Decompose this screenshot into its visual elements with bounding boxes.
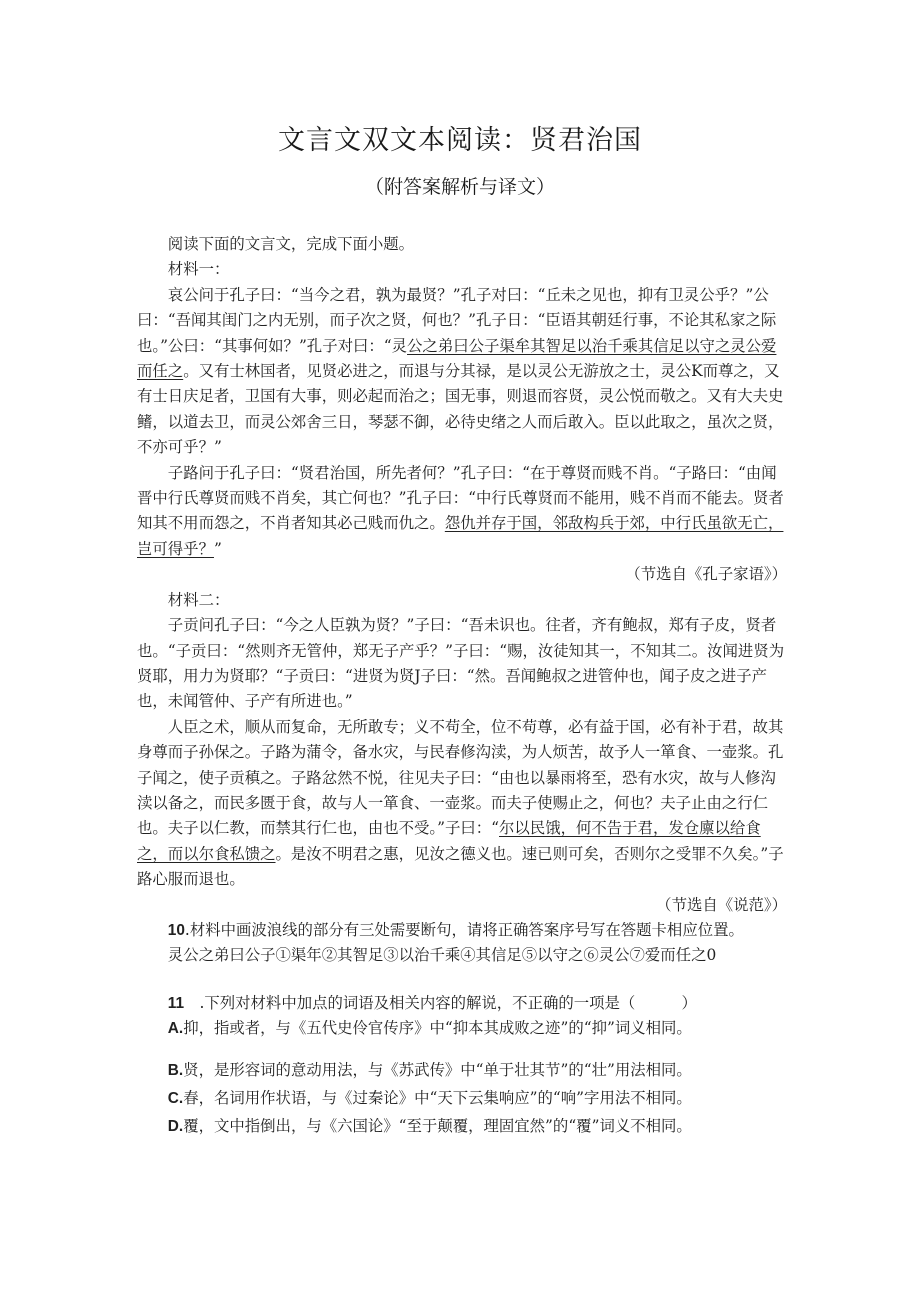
text-segment: 。又有士林国者，见贤必进之，而退与分其禄，是以灵公无游放之士，灵公K而尊之，又有士日庆足者，卫国有大事，则必起而治之；国无事，则退而容贤，灵公悦而敬之。又有大夫史鳍，以道去卫，而灵公郊舍三日，琴瑟不御，必待史绪之人而后敢入。臣以此取之，虽次之贤，不亦可乎？” (137, 362, 784, 457)
question-number: 11 (167, 994, 185, 1012)
option-letter: B. (167, 1061, 184, 1079)
question-10-sentence: 灵公之弟曰公子①渠年②其智足③以治千乘④其信足⑤以守之⑥灵公⑦爱而任之0 (167, 946, 717, 965)
option-text: 贤，是形容词的意动用法，与《苏武传》中“单于壮其节”的“壮”用法相同。 (183, 1060, 692, 1079)
material2-paragraph-1: 子贡问孔子曰：“今之人臣孰为贤？”子曰：“吾未识也。往者，齐有鲍叔，郑有子皮，贤者也。“子贡曰：“然则齐无管仲，郑无子产乎？”子曰：“赐，汝徒知其一，不知其二。汝闻进贤为贤耶，用力为贤耶？“子贡曰：“进贤为贤J子曰：“然。吾闻鲍叔之进管仲也，闻子皮之进子产也，未闻管仲、子产有所进也。” (137, 616, 785, 711)
wavy-underlined-passage: 公之弟曰公子渠牟其智足以治千乘其信足以守之灵公爱而任之 (137, 336, 777, 381)
material1-label: 材料一： (167, 260, 230, 279)
material2-label: 材料二： (167, 590, 230, 609)
option-letter: D. (167, 1118, 184, 1136)
option-letter: A. (167, 1020, 184, 1038)
answer-option (137, 1016, 787, 1041)
answer-option (137, 1058, 787, 1083)
intro-text: 阅读下面的文言文，完成下面小题。 (167, 235, 415, 253)
option-text: 抑，指或者，与《五代史伶官传序》中“抑本其成败之迹”的“抑”词义相同。 (183, 1019, 692, 1038)
underlined-passage: 尔以民饿，何不告于君，发仓廪以给食之，而以尔食私馈之 (137, 819, 761, 863)
text-segment: ” (213, 539, 222, 558)
page-title: 文言文双文本阅读：贤君治国 (278, 125, 642, 156)
option-text: 覆，文中指倒出，与《六国论》“至于颠覆，理固宜然”的“覆”词义不相同。 (183, 1117, 692, 1136)
question-number: 10 (167, 921, 185, 939)
page-subtitle: （附答案解析与译文） (364, 176, 555, 198)
answer-option (137, 1086, 787, 1111)
material1-paragraph-2 (137, 461, 787, 563)
underlined-passage: 怨仇并存于国，邻敌构兵于郊，中行氏虽欲无亡，岂可得乎？ (137, 514, 784, 558)
answer-option (137, 1114, 787, 1139)
answer-options (137, 1016, 787, 1140)
option-letter: C. (167, 1090, 184, 1107)
material2-source: （节选自《说范》） (656, 895, 787, 914)
option-text: 春，名词用作状语，与《过秦论》中“天下云集响应”的“响”字用法不相同。 (183, 1089, 692, 1107)
question-11 (137, 991, 787, 1016)
question-10 (137, 918, 787, 943)
material1-paragraph-1 (137, 283, 787, 461)
material2-paragraph-2 (137, 715, 787, 893)
document-body (137, 232, 787, 1140)
text-segment: 人臣之术，顺从而复命，无所敢专；义不苟全，位不苟尊，必有益于国，必有补于君，故其身尊而子孙保之。子路为蒲令，备水灾，与民春修沟渎，为人烦苦，故予人一箪食、一壶浆。孔子闻之，使子贡稹之。子路忿然不悦，往见夫子曰：“由也以暴雨将至，恐有水灾，故与人修沟渎以备之，而民多匮于食，故与人一箪食、一壶浆。而夫子使赐止之，何也？夫子止由之行仁也。夫子以仁教，而禁其行仁也，由也不受。”子曰：“ (137, 717, 784, 838)
question-text: .材料中画波浪线的部分有三处需要断句，请将正确答案序号写在答题卡相应位置。 (184, 920, 744, 939)
text-segment: 哀公问于孔子曰：“当今之君，孰为最贤？”孔子对曰：“丘未之见也，抑有卫灵公乎？”公曰：“吾闻其闺门之内无别，而子次之贤，何也？”孔子日：“臣语其朝廷行事，不论其私家之际也。”公曰：“其事何如？”孔子对曰：“灵 (137, 285, 777, 355)
text-segment: 子路问于孔子曰：“贤君治国，所先者何？”孔子曰：“在于尊贤而贱不肖。“子路曰：“由闻晋中行氏尊贤而贱不肖矣，其亡何也？”孔子曰：“中行氏尊贤而不能用，贱不肖而不能去。贤者知其不用而怨之，不肖者知其必己贱而仇之。 (137, 463, 784, 533)
text-segment: 。是汝不明君之惠，见汝之德义也。速已则可矣，否则尔之受罪不久矣。”子路心服而退也。 (137, 844, 784, 889)
material1-source: （节选自《孔子家语》） (625, 565, 787, 584)
question-text: .下列对材料中加点的词语及相关内容的解说，不正确的一项是（ ） (199, 993, 697, 1012)
